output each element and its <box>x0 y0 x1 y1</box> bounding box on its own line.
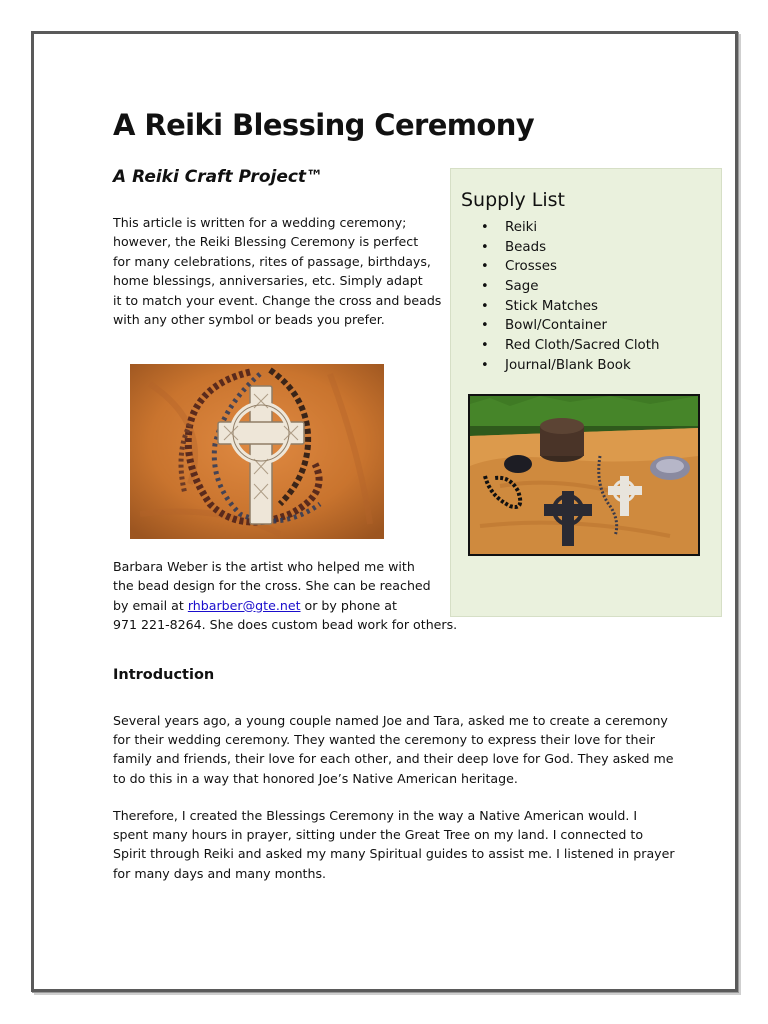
introduction-paragraph-2 <box>113 806 673 883</box>
bullet-icon: • <box>481 220 489 235</box>
bullet-icon: • <box>481 298 489 314</box>
text-fragment: by email at <box>113 597 188 613</box>
text-line: for their wedding ceremony. They wanted the ceremony to express their love for their <box>113 732 655 748</box>
introduction-paragraph-1 <box>113 711 673 788</box>
ceremony-table-photo <box>468 394 700 556</box>
text-fragment: or by phone at <box>300 597 397 613</box>
text-line: Spirit through Reiki and asked my many Spiritual guides to assist me. I listened in prayer <box>113 846 675 862</box>
sidebar-title: Supply List <box>461 189 565 211</box>
text-line: 971 221-8264. She does custom bead work for others. <box>113 617 458 633</box>
text-line: with any other symbol or beads you prefer. <box>113 312 385 328</box>
text-line: Barbara Weber is the artist who helped me with <box>113 559 415 574</box>
list-item <box>451 238 659 258</box>
list-item <box>451 277 659 297</box>
text-line: for many days and many months. <box>113 865 327 881</box>
list-item-label: Crosses <box>505 259 557 275</box>
list-item-label: Journal/Blank Book <box>505 357 631 373</box>
list-item-label: Bowl/Container <box>505 318 607 334</box>
bullet-icon: • <box>481 239 489 255</box>
email-link[interactable]: rhbarber@gte.net <box>187 597 301 613</box>
bullet-icon: • <box>481 279 489 295</box>
list-item <box>451 297 659 317</box>
text-line: for many celebrations, rites of passage, birthdays, <box>113 253 431 269</box>
list-item <box>451 336 659 356</box>
text-line <box>113 596 458 615</box>
page-subtitle: A Reiki Craft Project™ <box>113 167 324 187</box>
page-title: A Reiki Blessing Ceremony <box>113 108 535 142</box>
text-line: it to match your event. Change the cross and beads <box>113 292 442 308</box>
text-line: home blessings, anniversaries, etc. Simply adapt <box>113 273 423 289</box>
list-item <box>451 218 659 238</box>
bullet-icon: • <box>481 338 489 354</box>
list-item-label: Stick Matches <box>505 298 598 314</box>
list-item-label: Beads <box>505 239 547 255</box>
celtic-cross-beads-photo <box>130 364 384 539</box>
list-item <box>451 316 659 336</box>
text-line: spent many hours in prayer, sitting under the Great Tree on my land. I connected to <box>113 827 644 843</box>
list-item-label: Reiki <box>505 220 538 235</box>
list-item <box>451 257 659 277</box>
bullet-icon: • <box>481 259 489 275</box>
text-line: however, the Reiki Blessing Ceremony is perfect <box>113 234 419 250</box>
bullet-icon: • <box>481 357 489 373</box>
text-line: to do this in a way that honored Joe’s Native American heritage. <box>113 770 518 786</box>
text-line: Several years ago, a young couple named Joe and Tara, asked me to create a ceremony <box>113 713 668 728</box>
supply-list <box>451 218 659 376</box>
artist-credit-paragraph <box>113 557 458 635</box>
text-line: This article is written for a wedding ceremony; <box>113 215 407 230</box>
text-line: family and friends, their love for each other, and their deep love for God. They asked me <box>113 751 674 767</box>
section-heading-introduction: Introduction <box>113 667 215 683</box>
text-line: the bead design for the cross. She can be reached <box>113 578 431 594</box>
list-item <box>451 356 659 376</box>
bullet-icon: • <box>481 318 489 334</box>
intro-paragraph <box>113 213 448 329</box>
text-line: Therefore, I created the Blessings Ceremony in the way a Native American would. I <box>113 808 638 823</box>
list-item-label: Sage <box>505 279 539 295</box>
list-item-label: Red Cloth/Sacred Cloth <box>505 338 660 354</box>
